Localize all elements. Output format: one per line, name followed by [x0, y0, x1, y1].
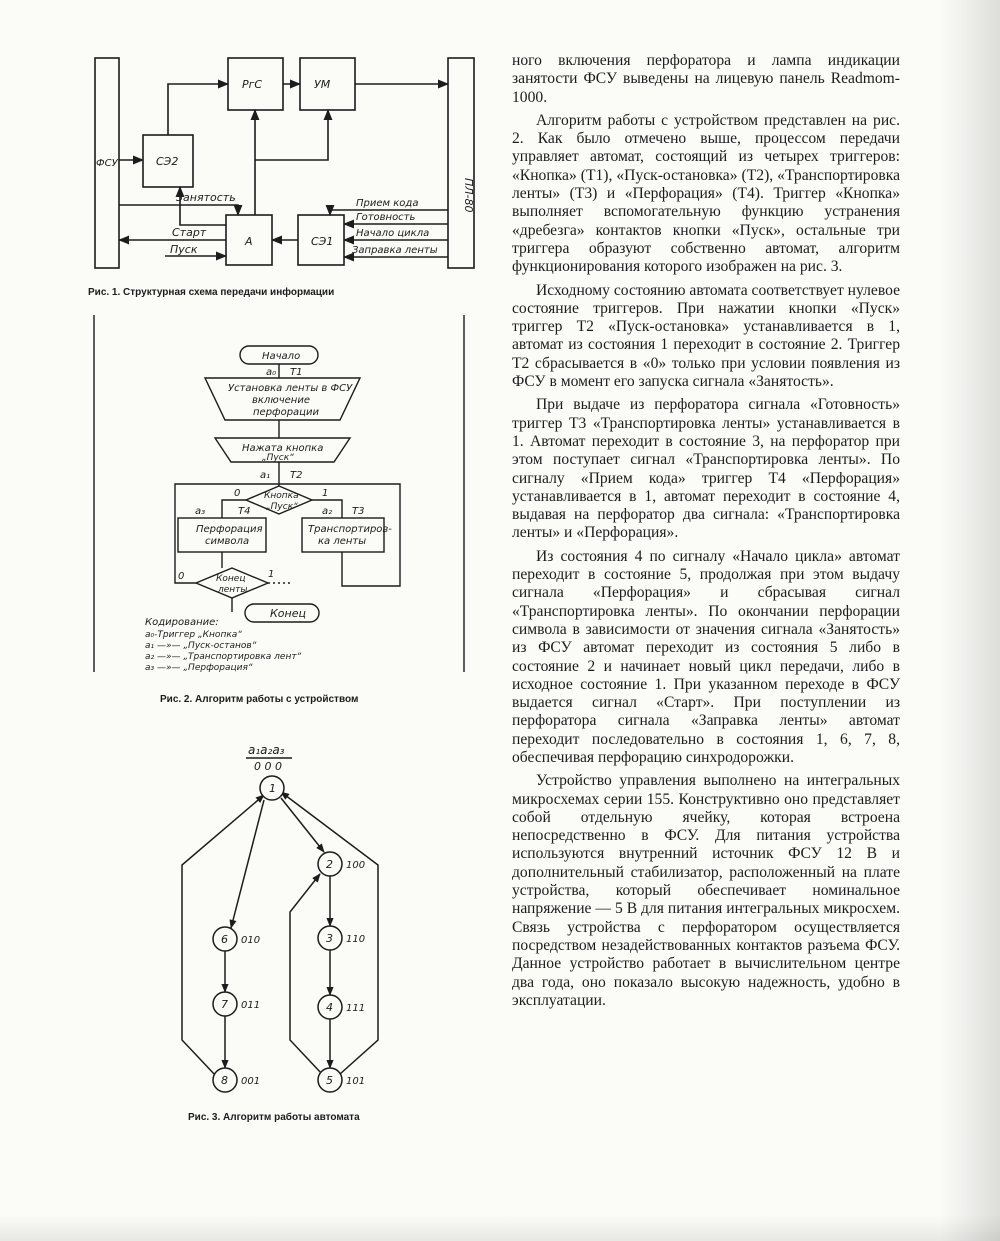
signal-gotovnost: Готовность — [356, 212, 416, 223]
rgs-label: РгС — [242, 78, 263, 91]
decision1-line-1: Кнопка — [264, 491, 299, 501]
coding-line-1: a₁ —»— „Пуск-останов“ — [145, 641, 257, 651]
one-label-1: 1 — [322, 488, 329, 499]
page-edge-shadow — [940, 0, 1000, 1241]
figure-1-block-diagram — [90, 50, 490, 270]
coding-line-3: a₃ —»— „Перфорация“ — [145, 663, 253, 673]
t4-label: Т4 — [238, 506, 251, 517]
code-initial: 0 0 0 — [254, 760, 282, 773]
state-num-2: 2 — [326, 858, 333, 871]
state-code-4: 111 — [346, 1003, 366, 1014]
start-label: Начало — [262, 351, 301, 362]
state-num-3: 3 — [326, 932, 333, 945]
state-code-8: 001 — [241, 1076, 261, 1087]
pl80-block — [448, 58, 474, 268]
state-a3-label: a₃ — [195, 506, 206, 517]
signal-zapravka: Заправка ленты — [352, 245, 438, 256]
t2-label: Т2 — [290, 470, 303, 481]
coding-title: Кодирование: — [145, 617, 219, 628]
setup-line-2: включение — [252, 395, 310, 406]
state-a0-label: a₀ — [266, 367, 277, 378]
figure-1-caption: Рис. 1. Структурная схема передачи информации — [88, 287, 335, 298]
article-text-column — [512, 52, 900, 1015]
setup-line-3: перфорации — [253, 407, 319, 418]
figure-2-flowchart — [90, 310, 470, 680]
page-bottom-shadow — [0, 1215, 1000, 1241]
signal-nachalo: Начало цикла — [356, 228, 430, 239]
transport-line-1: Транспортиров- — [308, 524, 392, 535]
perforation-line-1: Перфорация — [196, 524, 263, 535]
end-label: Конец — [270, 607, 306, 620]
one-label-2: 1 — [268, 569, 275, 580]
state-code-2: 100 — [346, 860, 366, 871]
state-code-7: 011 — [241, 1000, 261, 1011]
signal-priem: Прием кода — [356, 198, 419, 209]
paragraph-readiness: При выдаче из перфоратора сигнала «Готовность» триггер Т3 «Транспортировка ленты» устанавливается в 1. Автомат переходит в состояние 3, на перфоратор при этом поступает сигнал «Транспортировка ленты». По сигналу «Прием кода» триггер Т4 «Перфорация» устанавливается в 1, автомат переходит в состояние 4, выдавая на перфоратор два сигнала: «Транспортировка ленты» и «Перфорация». — [512, 396, 900, 542]
state-code-6: 010 — [241, 935, 261, 946]
code-header: a₁a₂a₃ — [248, 743, 285, 757]
state-num-4: 4 — [326, 1001, 333, 1014]
state-num-8: 8 — [221, 1074, 228, 1087]
state-a1-label: a₁ — [260, 470, 271, 481]
paragraph-state-4: Из состояния 4 по сигналу «Начало цикла» автомат переходит в состояние 5, продолжая при этом выдачу сигнала «Перфорация» и сбрасывая сигнал «Транспортировка ленты». По окончании перфорации символа в зависимости от значения сигнала «Занятость» из ФСУ автомат переходит из состояния 5 либо в состояние 2 и начинает новый цикл передачи, либо в исходное состояние 1. При указанном переходе в ФСУ выдается сигнал «Старт». При поступлении из перфоратора сигнала «Заправка ленты» автомат переходит последовательно в состояния 1, 6, 7, 8, обеспечивая перфорацию синхродорожки. — [512, 547, 900, 766]
state-num-5: 5 — [326, 1074, 333, 1087]
decision2-line-1: Конец — [216, 574, 246, 584]
signal-pusk: Пуск — [170, 243, 198, 256]
pressed-line-1: Нажата кнопка — [242, 443, 324, 454]
signal-start: Старт — [172, 226, 207, 239]
signal-zanyatost: Занятость — [176, 191, 236, 204]
coding-line-2: a₂ —»— „Транспортировка лент“ — [145, 652, 302, 662]
decision2-line-2: ленты — [218, 585, 248, 595]
figure-2-caption: Рис. 2. Алгоритм работы с устройством — [160, 694, 359, 705]
paragraph-algorithm: Алгоритм работы с устройством представлен на рис. 2. Как было отмечено выше, процессом передачи управляет автомат, состоящий из четырех триггеров: «Кнопка» (Т1), «Пуск-остановка» (Т2), «Транспортировка ленты» (Т3) и «Перфорация» (Т4). Триггер «Кнопка» выполняет вспомогательную функцию устранения «дребезга» контактов кнопки «Пуск», остальные три триггера образуют собственно автомат, алгоритм функционирования которого изображен на рис. 3. — [512, 111, 900, 276]
sz1-label: СЭ1 — [311, 235, 334, 248]
zero-label-2: 0 — [178, 571, 185, 582]
zero-label-1: 0 — [234, 488, 241, 499]
state-num-6: 6 — [221, 933, 228, 946]
figure-3-caption: Рис. 3. Алгоритм работы автомата — [188, 1112, 360, 1123]
setup-line-1: Установка ленты в ФСУ — [228, 383, 353, 394]
state-num-1: 1 — [269, 782, 276, 795]
state-code-3: 110 — [346, 934, 366, 945]
state-num-7: 7 — [221, 998, 228, 1011]
decision1-line-2: „Пуск“ — [266, 502, 298, 512]
pl80-label: ПЛ-80 — [462, 178, 475, 213]
pressed-line-2: „Пуск“ — [262, 453, 294, 463]
state-a2-label: a₂ — [322, 506, 333, 517]
coding-line-0: a₀-Триггер „Кнопка“ — [145, 630, 242, 640]
paragraph-continuation: ного включения перфоратора и лампа индикации занятости ФСУ выведены на лицевую панель Readmom-1000. — [512, 52, 900, 106]
figure-3-state-graph — [170, 735, 430, 1105]
transport-line-2: ка ленты — [318, 536, 367, 547]
t3-label: Т3 — [352, 506, 365, 517]
perforation-line-2: символа — [205, 536, 250, 547]
state-code-5: 101 — [346, 1076, 366, 1087]
a-label: А — [245, 235, 253, 248]
fsu-label: ФСУ — [96, 158, 118, 169]
um-label: УМ — [314, 78, 331, 91]
sz2-label: СЭ2 — [156, 155, 179, 168]
paragraph-initial-state: Исходному состоянию автомата соответствует нулевое состояние триггеров. При нажатии кнопки «Пуск» триггер Т2 «Пуск-остановка» устанавливается в 1, автомат из состояния 1 переходит в состояние 2. Триггер Т2 сбрасывается в «0» только при условии появления из ФСУ в момент его запуска сигнала «Занятость». — [512, 281, 900, 391]
t1-label: Т1 — [290, 367, 303, 378]
paragraph-construction: Устройство управления выполнено на интегральных микросхемах серии 155. Конструктивно оно представляет собой отдельную ячейку, которая встроена непосредственно в ФСУ. Для питания устройства используются внутренний источник ФСУ 12 В и дополнительный стабилизатор, расположенный на плате устройства, который обеспечивает номинальное напряжение — 5 В для питания интегральных микросхем. Связь устройства с перфоратором осуществляется посредством незадействованных контактов разъема ФСУ. Данное устройство работает в вычислительном центре два года, оно показало высокую надежность, удобно в эксплуатации. — [512, 772, 900, 1009]
